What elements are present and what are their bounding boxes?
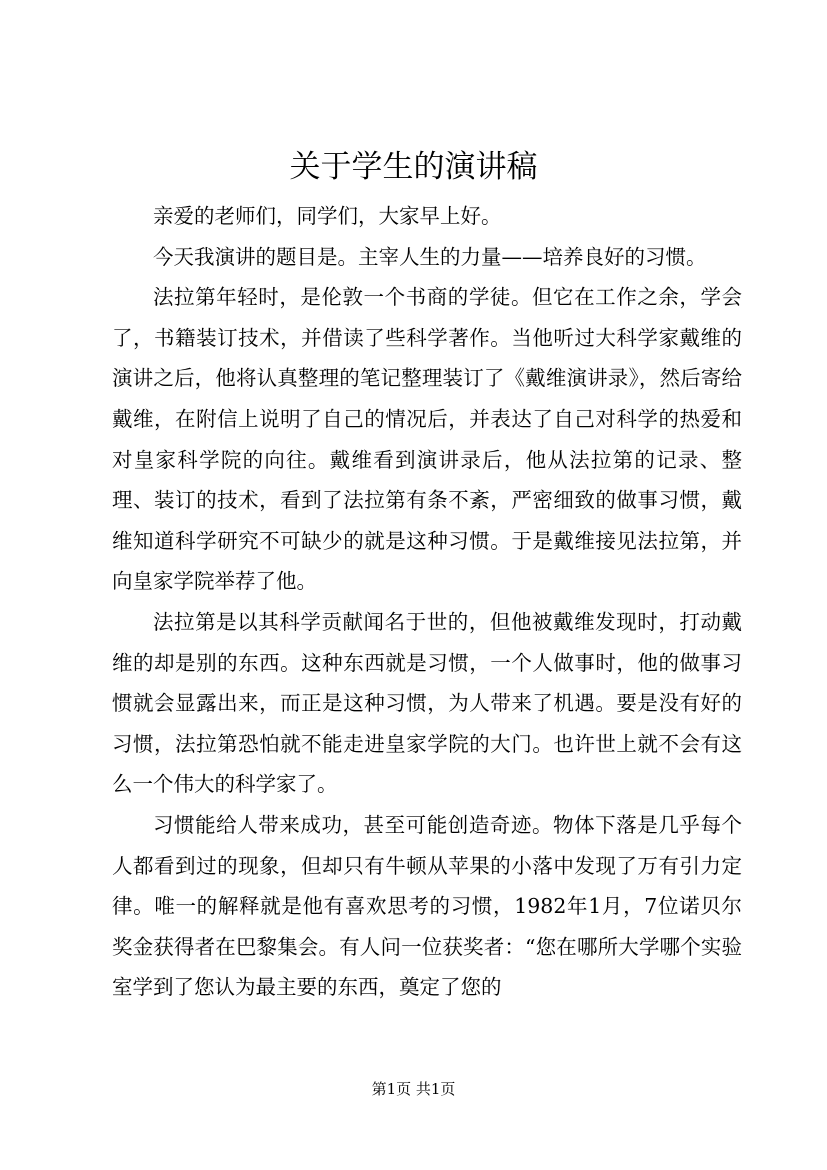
- page-number-footer: 第1页 共1页: [371, 1080, 456, 1098]
- paragraph-faraday-habit: 法拉第是以其科学贡献闻名于世的，但他被戴维发现时，打动戴维的却是别的东西。这种东西就是习惯，一个人做事时，他的做事习惯就会显露出来，而正是这种习惯，为人带来了机遇。要是没有好的习惯，法拉第恐怕就不能走进皇家学院的大门。也许世上就不会有这么一个伟大的科学家了。: [112, 609, 742, 797]
- paragraph-topic: 今天我演讲的题目是。主宰人生的力量——培养良好的习惯。: [153, 244, 707, 269]
- paragraph-greeting: 亲爱的老师们，同学们，大家早上好。: [153, 204, 502, 228]
- paragraph-faraday-apprentice: 法拉第年轻时，是伦敦一个书商的学徒。但它在工作之余，学会了，书籍装订技术，并借读了些科学著作。当他听过大科学家戴维的演讲之后，他将认真整理的笔记整理装订了《戴维演讲录》，然后寄给戴维，在附信上说明了自己的情况后，并表达了自己对科学的热爱和对皇家科学院的向往。戴维看到演讲录后，他从法拉第的记录、整理、装订的技术，看到了法拉第有条不紊，严密细致的做事习惯，戴维知道科学研究不可缺少的就是这种习惯。于是戴维接见法拉第，并向皇家学院举荐了他。: [112, 285, 742, 594]
- document-body: [112, 196, 742, 1008]
- page-title: 关于学生的演讲稿: [289, 149, 538, 185]
- paragraph-habit-success: 习惯能给人带来成功，甚至可能创造奇迹。物体下落是几乎每个人都看到过的现象，但却只有牛顿从苹果的小落中发现了万有引力定律。唯一的解释就是他有喜欢思考的习惯，1982年1月，7位诺贝尔奖金获得者在巴黎集会。有人问一位获奖者：“您在哪所大学哪个实验室学到了您认为最主要的东西，奠定了您的: [112, 812, 742, 1000]
